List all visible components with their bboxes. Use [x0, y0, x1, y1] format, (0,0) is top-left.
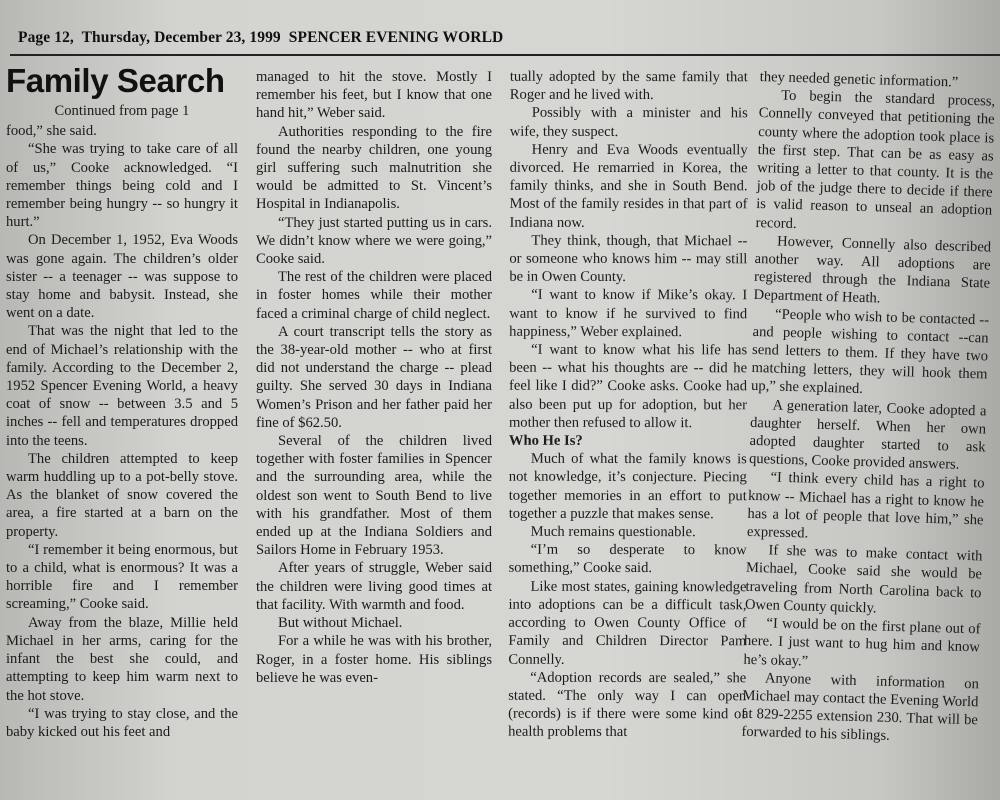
page-header — [18, 29, 978, 47]
paragraph: “I would be on the first plane out of here. I just want to hug him and know he’s okay.” — [743, 615, 981, 670]
column-1 — [6, 62, 238, 741]
paragraph: Away from the blaze, Millie held Michael in her arms, caring for the infant the best she could, and attempting to keep him warm next to the hot stove. — [6, 614, 238, 704]
paragraph: “I want to know what his life has been -- what his thoughts are -- did he feel like I did?” Cooke asks. Cooke had also been put up for adoption, but her mother then refused to allow it. — [508, 341, 748, 432]
paragraph: “She was trying to take care of all of us,” Cooke acknowledged. “I remember things being cold and I remember being hungry -- so hungry it hurt.” — [6, 141, 238, 231]
paragraph: They think, though, that Michael -- or someone who knows him -- may still be in Owen County. — [509, 232, 748, 286]
paragraph: “I’m so desperate to know something,” Cooke said. — [508, 542, 747, 577]
paragraph: food,” she said. — [6, 123, 97, 140]
paragraph: The rest of the children were placed in foster homes while their mother faced a criminal charge of child neglect. — [256, 269, 492, 322]
paragraph: For a while he was with his brother, Roger, in a foster home. His siblings believe he was even- — [256, 633, 492, 686]
page-number: Page 12, — [18, 29, 74, 46]
paragraph: The children attempted to keep warm huddling up to a pot-belly stove. As the blanket of snow covered the area, a fire started at a barn on the property. — [6, 450, 238, 540]
paragraph: A generation later, Cooke adopted a daughter herself. When her own adopted daughter started to ask questions, Cooke provided answers. — [748, 397, 987, 473]
paragraph: Henry and Eva Woods eventually divorced. He remarried in Korea, the family thinks, and she in South Bend. Most of the family resides in that part of Indiana now. — [509, 141, 748, 231]
paragraph: they needed genetic information.” — [759, 68, 959, 91]
paragraph: “I was trying to stay close, and the baby kicked out his feet and — [6, 705, 238, 740]
paragraph: “I think every child has a right to know -- Michael has a right to know he has a lot of people that love him,” she expressed. — [746, 469, 985, 542]
paragraph: “People who wish to be contacted -- and people wishing to contact --can send letters to them. If they have two matching letters, they will hook them up,” she explained. — [750, 306, 990, 398]
paragraph: managed to hit the stove. Mostly I remember his feet, but I know that one hand hit,” Weber said. — [256, 69, 492, 122]
paragraph: Anyone with information on Michael may contact the Evening World at 829-2255 extension 230. That will be forwarded to his siblings. — [741, 670, 980, 745]
continued-from-note: Continued from page 1 — [54, 103, 190, 119]
paragraph: Much of what the family knows is not knowledge, it’s conjecture. Piecing together memories in an effort to put together a puzzle that makes sense. — [508, 451, 747, 523]
paragraph: Authorities responding to the fire found the nearby children, one young girl suffering such malnutrition she would be admitted to St. Vincent’s Hospital in Indianapolis. — [256, 123, 492, 213]
subheading: Who He Is? — [508, 432, 583, 449]
article-title: Family Search — [6, 62, 225, 99]
paragraph: Much remains questionable. — [530, 523, 696, 541]
paragraph: “I remember it being enormous, but to a child, what is enormous? It was a horrible fire and I remember screaming,” Cooke said. — [6, 541, 238, 613]
paragraph: A court transcript tells the story as the 38-year-old mother -- who at first did not understand the charge -- plead guilty. She served 30 days in Indiana Women’s Prison and her father paid her fine of $62.50. — [256, 323, 492, 431]
paragraph: “They just started putting us in cars. We didn’t know where we were going,” Cooke said. — [256, 214, 492, 268]
header-rule — [10, 54, 1000, 56]
paragraph: “I want to know if Mike’s okay. I want to know if he survived to find happiness,” Weber explained. — [509, 287, 748, 340]
column-3 — [508, 68, 748, 742]
issue-date: Thursday, December 23, 1999 — [81, 29, 281, 46]
paragraph: Like most states, gaining knowledge into adoptions can be a difficult task, according to Owen County Office of Family and Children Director Pam Connelly. — [508, 578, 747, 668]
paragraph: If she was to make contact with Michael, Cooke said she would be traveling from North Carolina back to Owen County quickly. — [744, 542, 983, 617]
paragraph: On December 1, 1952, Eva Woods was gone again. The children’s older sister -- a teenager -- was suppose to stay home and babysit. Instead, she went on a date. — [6, 232, 238, 322]
paragraph: To begin the standard process, Connelly conveyed that petitioning the county where the adoption took place is the first step. That can be as easy as writing a letter to that county. It is the job of the judge there to decide if there is valid reason to unseal an adoption record. — [755, 87, 996, 232]
paragraph: But without Michael. — [278, 615, 403, 632]
column-1-text — [6, 102, 238, 741]
paragraph: tually adopted by the same family that Roger and he lived with. — [509, 68, 748, 104]
column-4 — [741, 68, 996, 748]
paragraph: However, Connelly also described another way. All adoptions are registered through the Indiana State Department of Heath. — [753, 233, 992, 307]
paragraph: After years of struggle, Weber said the children were living good times at that facility. With warmth and food. — [256, 560, 492, 613]
paragraph: Possibly with a minister and his wife, they suspect. — [509, 105, 748, 140]
newspaper-name: SPENCER EVENING WORLD — [288, 29, 504, 46]
paragraph: Several of the children lived together with foster families in Spencer and the surrounding area, while the oldest son went to South Bend to live with his grandfather. Most of them ended up at the Indiana Soldiers and Sailors Home in February 1953. — [256, 433, 492, 559]
paragraph: “Adoption records are sealed,” she stated. “The only way I can open (records) is if there were some kind of health problems that — [508, 669, 747, 741]
paragraph: That was the night that led to the end of Michael’s relationship with the family. According to the December 2, 1952 Spencer Evening World, a heavy coat of snow -- between 3.5 and 5 inches -- fell and temperatures dropped into the teens. — [6, 323, 238, 449]
column-2 — [256, 68, 492, 687]
